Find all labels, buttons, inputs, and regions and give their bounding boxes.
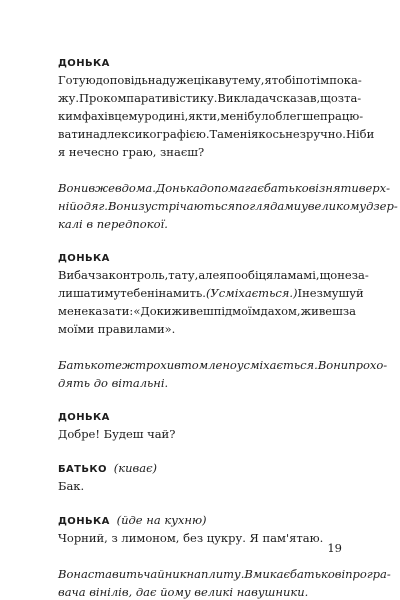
word: контроль,: [108, 268, 169, 282]
stage-line: [58, 565, 391, 583]
speaker-name: ДОНЬКА: [58, 58, 110, 69]
dialogue-line: [58, 125, 375, 143]
word: усміхається.: [236, 358, 318, 372]
word: батькові: [263, 181, 319, 195]
word: як: [188, 109, 203, 123]
dialogue-block: [58, 461, 340, 495]
word: що: [320, 91, 338, 105]
word: тебе: [120, 286, 148, 300]
word: тату,: [168, 268, 199, 282]
word: було: [247, 109, 276, 123]
word: доповідь: [95, 73, 148, 87]
word: лишатиму: [58, 286, 121, 300]
speaker-name: ДОНЬКА: [58, 412, 110, 423]
word: теж: [104, 358, 136, 372]
word: незручно.: [285, 127, 346, 141]
dialogue-block: [58, 410, 340, 443]
word: ній: [58, 199, 77, 213]
word: вже: [88, 181, 115, 195]
speaker-note: (йде на кухню): [116, 513, 207, 527]
word: втомлено: [174, 358, 237, 372]
word: що: [319, 268, 338, 282]
dialogue-line: [58, 89, 362, 107]
word: батькові: [289, 567, 346, 581]
word: компаративістику.: [103, 91, 218, 105]
word: зустрічаються: [138, 199, 236, 213]
word: я: [219, 268, 227, 282]
word: легше: [282, 109, 321, 123]
stage-line: вача вінілів, дає йому великі навушники.: [58, 585, 309, 599]
dialogue-line: Чорний, з лимоном, без цукру. Я пам'ятаю.: [58, 531, 324, 545]
word: але: [198, 268, 220, 282]
speaker-name: ДОНЬКА: [58, 516, 110, 527]
word: мить.: [173, 286, 206, 300]
stage-direction: [58, 565, 391, 600]
dialogue-line: моїми правилами».: [58, 322, 176, 336]
dialogue-line: я нечесно граю, знаєш?: [58, 145, 205, 159]
word: Вибач: [58, 268, 96, 282]
word: вати: [58, 127, 86, 141]
word: допомагає: [199, 181, 264, 195]
word: Донька: [155, 181, 200, 195]
dialogue-line: Бак.: [58, 479, 85, 493]
word: якось: [251, 127, 286, 141]
speaker-heading: [58, 513, 340, 529]
word: працю-: [320, 109, 364, 123]
word: Вмикає: [244, 567, 290, 581]
word: Готую: [58, 73, 96, 87]
word: не: [337, 268, 352, 282]
stage-line: [58, 179, 391, 197]
word: не: [302, 286, 317, 300]
word: І: [297, 286, 303, 300]
word: прохо-: [348, 358, 388, 372]
word: Вони: [58, 181, 89, 195]
word: Батько: [58, 358, 105, 372]
word: фахівцем: [81, 109, 138, 123]
word: потім: [295, 73, 330, 87]
word: Та: [209, 127, 225, 141]
word: Ніби: [345, 127, 375, 141]
word: мені: [220, 109, 248, 123]
word: у: [137, 109, 145, 123]
word: під: [213, 304, 233, 318]
word: лексикографією.: [106, 127, 210, 141]
word: за: [95, 268, 109, 282]
speaker-name: ДОНЬКА: [58, 253, 110, 264]
stage-direction: [58, 179, 398, 233]
word: тему,: [231, 73, 265, 87]
word: я: [264, 73, 272, 87]
word: дуже: [162, 73, 194, 87]
word: Вона: [58, 567, 88, 581]
dialogue-block: [58, 513, 340, 547]
word: живеш: [171, 304, 214, 318]
word: тобі: [271, 73, 296, 87]
dialogue-line-mixed: [58, 284, 364, 302]
word: трохи: [135, 358, 175, 372]
word: верх-: [358, 181, 391, 195]
word: (Усміхається.): [205, 286, 298, 300]
word: Вони: [317, 358, 349, 372]
word: за-: [351, 268, 369, 282]
word: цікаву: [193, 73, 232, 87]
stage-line: [58, 356, 388, 374]
word: великому: [307, 199, 367, 213]
word: плиту.: [200, 567, 245, 581]
word: одяг.: [76, 199, 108, 213]
word: зняти: [319, 181, 359, 195]
word: мене: [58, 304, 89, 318]
word: на: [158, 286, 174, 300]
word: родині,: [144, 109, 189, 123]
word: б: [275, 109, 283, 123]
dialogue-line: [58, 107, 364, 125]
dialogue-line: Добре! Будеш чай?: [58, 427, 176, 441]
word: ти,: [202, 109, 221, 123]
word: пока-: [329, 73, 362, 87]
word: вдома.: [114, 181, 156, 195]
dialogue-line: [58, 71, 362, 89]
page-content: [58, 56, 398, 600]
word: чайник: [143, 567, 187, 581]
stage-line: дять до вітальні.: [58, 376, 169, 390]
page-number: 19: [327, 541, 342, 555]
word: на: [147, 73, 163, 87]
word: та-: [344, 91, 362, 105]
stage-line: калі в передпокої.: [58, 217, 168, 231]
word: «Доки: [133, 304, 172, 318]
word: за: [342, 304, 356, 318]
word: Викладач: [217, 91, 277, 105]
stage-line: [58, 197, 398, 215]
word: казати:: [88, 304, 134, 318]
word: ким: [58, 109, 82, 123]
word: програ-: [345, 567, 391, 581]
dialogue-line: [58, 302, 356, 320]
word: сказав,: [276, 91, 321, 105]
word: жу.: [58, 91, 80, 105]
word: змушуй: [316, 286, 364, 300]
word: Вони: [107, 199, 139, 213]
word: пообіцяла: [226, 268, 288, 282]
word: дзер-: [366, 199, 398, 213]
word: мені: [224, 127, 252, 141]
word: Про: [79, 91, 104, 105]
dialogue-line: [58, 266, 369, 284]
dialogue-block: [58, 56, 375, 161]
word: над: [85, 127, 107, 141]
speaker-note: (киває): [113, 461, 158, 475]
word: дахом,: [260, 304, 301, 318]
stage-direction: [58, 356, 388, 392]
dialogue-block: [58, 251, 369, 338]
word: живеш: [300, 304, 343, 318]
speaker-name: БАТЬКО: [58, 464, 107, 475]
word: поглядами: [235, 199, 302, 213]
word: на: [186, 567, 201, 581]
speaker-heading: [58, 461, 340, 477]
word: ні: [147, 286, 159, 300]
word: у: [301, 199, 308, 213]
word: ставить: [87, 567, 144, 581]
word: моїм: [232, 304, 261, 318]
word: мамі,: [287, 268, 320, 282]
word: з: [337, 91, 345, 105]
